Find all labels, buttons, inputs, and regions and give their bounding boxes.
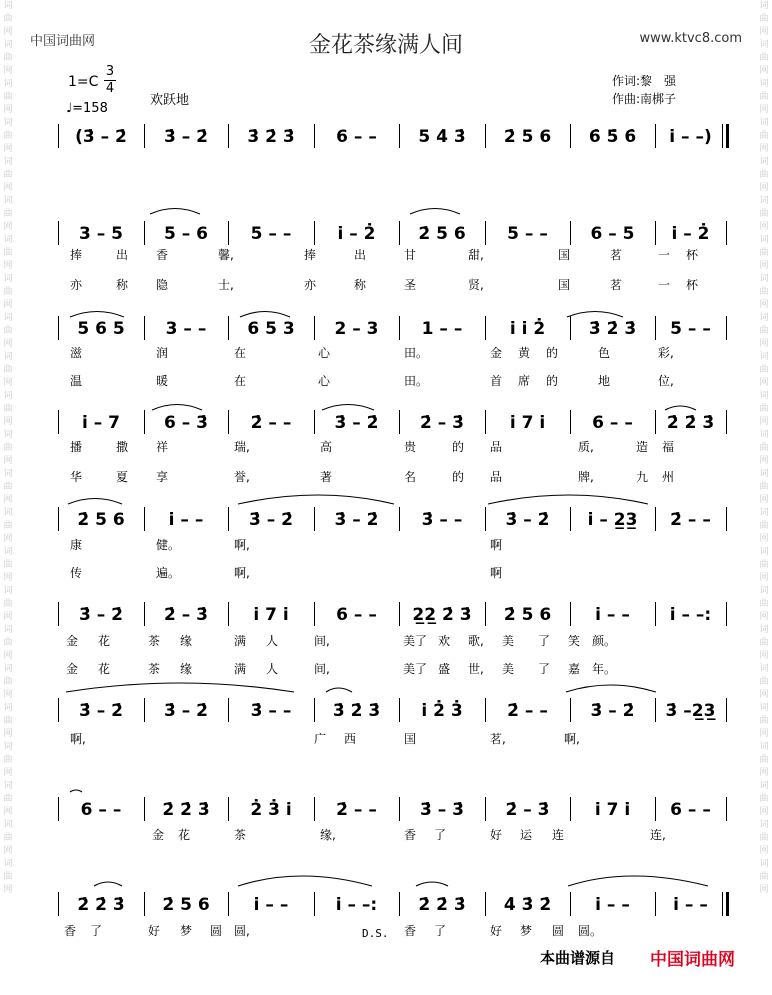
measure: i 7 i — [594, 800, 631, 820]
lyric-word: 称 — [354, 278, 367, 292]
lyric-word: 圆。 — [578, 924, 603, 938]
measure: 6 – – — [336, 127, 377, 147]
source-label: 本曲谱源自 — [540, 949, 616, 967]
lyric-word: 士, — [218, 278, 234, 292]
measure: 5 6 5 — [77, 319, 125, 339]
lyric-word: 圣 — [404, 278, 417, 292]
slur — [94, 882, 122, 886]
measure: 3̇ – 2̇ — [164, 701, 208, 721]
measure: 3 – – — [165, 319, 207, 339]
lyric-word: 的 — [452, 470, 465, 484]
lyric-word: 啊, — [234, 566, 250, 580]
measure: i – –: — [669, 605, 712, 625]
lyric-word: 缘 — [180, 634, 193, 648]
slur — [240, 312, 290, 318]
slur — [238, 495, 394, 504]
lyric-word: 田。 — [404, 346, 429, 360]
lyric-word: 亦 — [304, 278, 317, 292]
lyric-word: 花 — [178, 828, 191, 842]
lyric-word: 席 — [518, 374, 531, 388]
lyric-word: 啊 — [490, 566, 503, 580]
lyric-word: 了 — [90, 924, 103, 938]
lyric-word: 著 — [320, 470, 333, 484]
lyric-word: 金 — [66, 662, 79, 676]
lyric-word: 国 — [558, 278, 571, 292]
slur — [326, 688, 352, 692]
lyric-word: 盛 — [438, 662, 451, 676]
measure: 6 – – — [336, 605, 377, 625]
lyric-word: 茶 — [148, 662, 161, 676]
lyric-word: 暖 — [156, 374, 169, 388]
lyric-word: 年。 — [592, 662, 617, 676]
measure: i – 2̇ — [337, 224, 376, 244]
measure: 3̇ – 2̇ — [334, 413, 379, 433]
lyric-word: 造 — [636, 440, 649, 454]
lyric-word: 缘, — [320, 828, 336, 842]
lyric-word: 金 — [66, 634, 79, 648]
lyric-word: 地 — [598, 374, 611, 388]
lyric-word: 金 — [490, 346, 503, 360]
measure: 3̇ – 3̇ — [420, 800, 464, 820]
lyric-word: 质, — [578, 440, 594, 454]
expression-marking: 欢跃地 — [150, 93, 190, 108]
lyric-word: 享 — [156, 470, 169, 484]
composer: 作曲:南梆子 — [612, 92, 677, 106]
lyric-word: 美 — [502, 662, 515, 676]
lyric-word: 金 — [152, 828, 165, 842]
measure: i – – — [595, 605, 630, 625]
lyric-word: 的 — [452, 440, 465, 454]
slur — [66, 683, 294, 692]
lyric-word: 世, — [468, 662, 484, 676]
lyric-word: 甘 — [404, 248, 417, 262]
measure: i 7 i — [509, 413, 546, 433]
measure: 2̇ 2̇ 3̇ — [418, 895, 466, 915]
measure: 2̇ 2̇ 3̇ — [162, 800, 210, 820]
measure: i – – — [168, 510, 204, 530]
ds-mark: D.S. — [362, 927, 389, 940]
measure: 2̇ 5 6 — [77, 510, 125, 530]
lyric-word: 在 — [234, 346, 247, 360]
measure: 5 4̇ 3̇ — [418, 127, 466, 147]
lyric-word: 隐 — [156, 278, 169, 292]
measure: 1 – – — [421, 319, 463, 339]
measure: 2 – 3 — [334, 319, 379, 339]
measure: 5 – 6 — [164, 224, 208, 244]
lyric-word: 康 — [70, 538, 83, 552]
lyric-word: 圆 — [210, 924, 223, 938]
lyric-word: 人 — [266, 662, 279, 676]
lyric-word: 滋 — [70, 346, 83, 360]
lyric-word: 一 — [658, 278, 671, 292]
lyric-word: 好 — [490, 828, 503, 842]
measure: 2̇ 5 6 — [162, 895, 210, 915]
lyric-word: 间, — [314, 634, 330, 648]
lyric-word: 捧 — [70, 248, 83, 262]
lyric-word: 花 — [98, 634, 111, 648]
measure: 2̇ 5 6 — [418, 224, 466, 244]
lyric-word: 州 — [662, 470, 675, 484]
lyric-word: 润 — [156, 346, 169, 360]
lyric-word: 好 — [148, 924, 161, 938]
measure: 6̇ 5̇ 6̇ — [588, 127, 637, 147]
lyric-word: 誉, — [234, 470, 250, 484]
lyric-word: 的 — [546, 346, 559, 360]
lyric-word: 田。 — [404, 374, 429, 388]
measure: 3̇ – 2̇ — [505, 510, 550, 530]
measure: 3̇ – 2̇ — [79, 605, 123, 625]
lyric-word: 国 — [404, 732, 417, 746]
slur — [665, 406, 696, 410]
lyric-word: 心 — [318, 374, 331, 388]
lyric-word: 福 — [662, 440, 675, 454]
lyric-word: 高 — [320, 440, 333, 454]
measure: 2̇ – – — [250, 413, 292, 433]
lyric-word: 美了 — [403, 662, 428, 676]
measure: 4̇ 3̇ 2̇ — [503, 895, 552, 915]
lyric-word: 广 — [314, 732, 327, 746]
key-signature: 1=C — [68, 74, 99, 90]
measure: i – –) — [669, 127, 712, 147]
lyric-word: 夏 — [116, 470, 129, 484]
measure: 2̇ 3̇ i — [250, 800, 292, 820]
lyric-word: 茶 — [234, 828, 247, 842]
measure: 5 – – — [507, 224, 548, 244]
slur — [68, 499, 122, 505]
measure: i – 2̇ — [671, 224, 710, 244]
measure: 2̇ – 3̇ — [420, 413, 464, 433]
measure: 2̇ 2̇ 3̇ — [77, 895, 125, 915]
lyric-word: 西 — [344, 732, 357, 746]
measure: 2̇ – 3̇ — [505, 800, 550, 820]
lyric-word: 名 — [404, 470, 417, 484]
measure: 6 – 3̇ — [164, 413, 208, 433]
measure: i – 7 — [82, 413, 120, 433]
measure: 3̇ 2̇ 3̇ — [247, 127, 295, 147]
lyricist: 作词:黎 强 — [612, 74, 677, 88]
measure: 2̇ – – — [336, 800, 377, 820]
lyric-word: 亦 — [70, 278, 83, 292]
lyric-word: 花 — [98, 662, 111, 676]
lyric-word: 的 — [546, 374, 559, 388]
lyric-word: 笑 — [568, 634, 581, 648]
brand-logo-text: 中国词曲网 — [650, 950, 735, 970]
lyric-word: 香 — [404, 828, 417, 842]
lyric-word: 间, — [314, 662, 330, 676]
time-signature-bottom: 4 — [105, 81, 115, 96]
lyric-word: 温 — [70, 374, 83, 388]
lyric-word: 了 — [434, 924, 447, 938]
lyric-word: 出 — [354, 248, 367, 262]
tempo-marking: ♩=158 — [66, 101, 108, 116]
measure: i 7 i — [253, 605, 289, 625]
measure: 6 – – — [592, 413, 633, 433]
left-watermark-strip: 词曲网词曲网词曲网词曲网词曲网词曲网词曲网词曲网词曲网词曲网词曲网词曲网词曲网词曲网词曲网词曲网词曲网词曲网词曲网词曲网词曲网词曲网词曲网 — [3, 1, 13, 895]
lyric-word: 了 — [434, 828, 447, 842]
measure: 3̇ – – — [250, 701, 292, 721]
lyric-word: 播 — [70, 440, 83, 454]
measure: 3̇ –2̲3̲ — [665, 701, 716, 721]
lyric-word: 馨, — [218, 248, 234, 262]
lyric-word: 国 — [558, 248, 571, 262]
lyric-word: 美了 — [403, 634, 428, 648]
right-watermark-strip: 词曲网词曲网词曲网词曲网词曲网词曲网词曲网词曲网词曲网词曲网词曲网词曲网词曲网词曲网词曲网词曲网词曲网词曲网词曲网词曲网词曲网词曲网词曲网 — [759, 1, 769, 895]
lyric-word: 满 — [234, 662, 247, 676]
lyric-word: 贤, — [468, 278, 484, 292]
lyric-word: 缘 — [180, 662, 193, 676]
lyric-word: 茗 — [610, 248, 623, 262]
lyric-word: 嘉 — [568, 662, 581, 676]
measure: 3̇ – 2̇ — [334, 510, 379, 530]
lyric-word: 色 — [598, 346, 611, 360]
measure: 2̲2̲ 2̇ 3̇ — [412, 605, 472, 625]
time-signature-top: 3 — [105, 64, 115, 79]
lyric-word: 瑞, — [234, 440, 250, 454]
measure: 2̇ – 3̇ — [164, 605, 208, 625]
measure: 2̇ – – — [507, 701, 548, 721]
measure: 2̇ 5 6 — [503, 605, 552, 625]
lyric-word: 心 — [318, 346, 331, 360]
lyric-word: 杯 — [686, 248, 699, 262]
measure: 6 – 5 — [590, 224, 635, 244]
lyric-word: 欢 — [438, 634, 451, 648]
lyric-word: 位, — [658, 374, 674, 388]
lyric-word: 传 — [70, 566, 83, 580]
lyric-word: 颜。 — [592, 634, 617, 648]
lyric-word: 出 — [116, 248, 129, 262]
lyric-word: 香 — [156, 248, 169, 262]
measure: i i 2̇ — [509, 319, 546, 339]
lyric-word: 撒 — [116, 440, 129, 454]
measure: i – –: — [335, 895, 378, 915]
lyric-word: 人 — [266, 634, 279, 648]
lyric-word: 捧 — [304, 248, 317, 262]
lyric-word: 啊, — [234, 538, 250, 552]
lyric-word: 美 — [502, 634, 515, 648]
lyric-word: 品 — [490, 440, 503, 454]
slur — [568, 876, 708, 886]
lyric-word: 茗, — [490, 732, 506, 746]
lyric-word: 啊 — [490, 538, 503, 552]
lyric-word: 了 — [538, 634, 551, 648]
lyric-word: 黄 — [518, 346, 531, 360]
lyric-word: 梦 — [520, 924, 533, 938]
lyric-word: 华 — [70, 470, 83, 484]
lyric-word: 了 — [538, 662, 551, 676]
song-title: 金花茶缘满人间 — [308, 33, 463, 58]
lyric-word: 歌, — [468, 634, 484, 648]
site-name-left: 中国词曲网 — [30, 34, 96, 49]
measure: 5 – – — [250, 224, 292, 244]
measure: 3̇ – 2̇ — [249, 510, 293, 530]
measure: i – – — [595, 895, 630, 915]
lyric-word: 啊, — [564, 732, 580, 746]
measure: (3̇ – 2̇ — [75, 127, 127, 147]
lyric-word: 连 — [552, 828, 565, 842]
slur — [322, 405, 374, 411]
measure: 6 – – — [80, 800, 122, 820]
lyric-word: 茗 — [610, 278, 623, 292]
slur — [70, 312, 124, 318]
lyric-word: 九 — [636, 470, 649, 484]
slur — [238, 876, 372, 886]
slur — [488, 495, 648, 504]
measure: i – 2̲3̲ — [587, 510, 638, 530]
lyric-word: 茶 — [148, 634, 161, 648]
lyric-word: 香 — [404, 924, 417, 938]
slur — [152, 405, 202, 411]
measure: 3̇ – – — [421, 510, 463, 530]
measure: 2̇ 5 6 — [503, 127, 552, 147]
lyric-word: 牌, — [578, 470, 594, 484]
slur — [410, 209, 460, 215]
measure: 3̇ 2̇ 3̇ — [332, 701, 381, 721]
measure: 3̇ – 2̇ — [590, 701, 635, 721]
slur — [566, 685, 656, 692]
lyric-word: 运 — [520, 828, 533, 842]
lyric-word: 连, — [650, 828, 666, 842]
measure: i 2̇ 3̇ — [421, 701, 463, 721]
lyric-word: 称 — [116, 278, 129, 292]
measure: 6 5 3 — [247, 319, 295, 339]
slur — [567, 312, 623, 318]
slur — [416, 882, 448, 886]
lyric-word: 祥 — [156, 440, 169, 454]
measure: 2̇ 2̇ 3̇ — [666, 413, 715, 433]
lyric-word: 梦 — [180, 924, 193, 938]
measure: 2̇ – – — [670, 510, 711, 530]
lyric-word: 香 — [64, 924, 77, 938]
lyric-word: 圆 — [552, 924, 565, 938]
lyric-word: 贵 — [404, 440, 417, 454]
lyric-word: 甜, — [468, 248, 484, 262]
measure: 6 – – — [670, 800, 711, 820]
lyric-word: 圆, — [234, 924, 250, 938]
lyric-word: 好 — [490, 924, 503, 938]
lyric-word: 彩, — [658, 346, 674, 360]
lyric-word: 满 — [234, 634, 247, 648]
measure: 3̇ 2̇ 3̇ — [588, 319, 637, 339]
lyric-word: 首 — [490, 374, 503, 388]
measure: 3 – 5 — [79, 224, 123, 244]
slur — [150, 209, 200, 215]
lyric-word: 遍。 — [156, 566, 181, 580]
measure: i – – — [673, 895, 708, 915]
measure: 3̇ – 2̇ — [164, 127, 208, 147]
lyric-word: 品 — [490, 470, 503, 484]
lyric-word: 啊, — [70, 732, 86, 746]
lyric-word: 在 — [234, 374, 247, 388]
measure: 5 – – — [670, 319, 711, 339]
site-url: www.ktvc8.com — [639, 31, 742, 46]
lyric-word: 一 — [658, 248, 671, 262]
lyric-word: 健。 — [156, 538, 181, 552]
measure: i – – — [253, 895, 289, 915]
measure: 3̇ – 2̇ — [79, 701, 123, 721]
lyric-word: 杯 — [686, 278, 699, 292]
slur — [70, 790, 82, 792]
